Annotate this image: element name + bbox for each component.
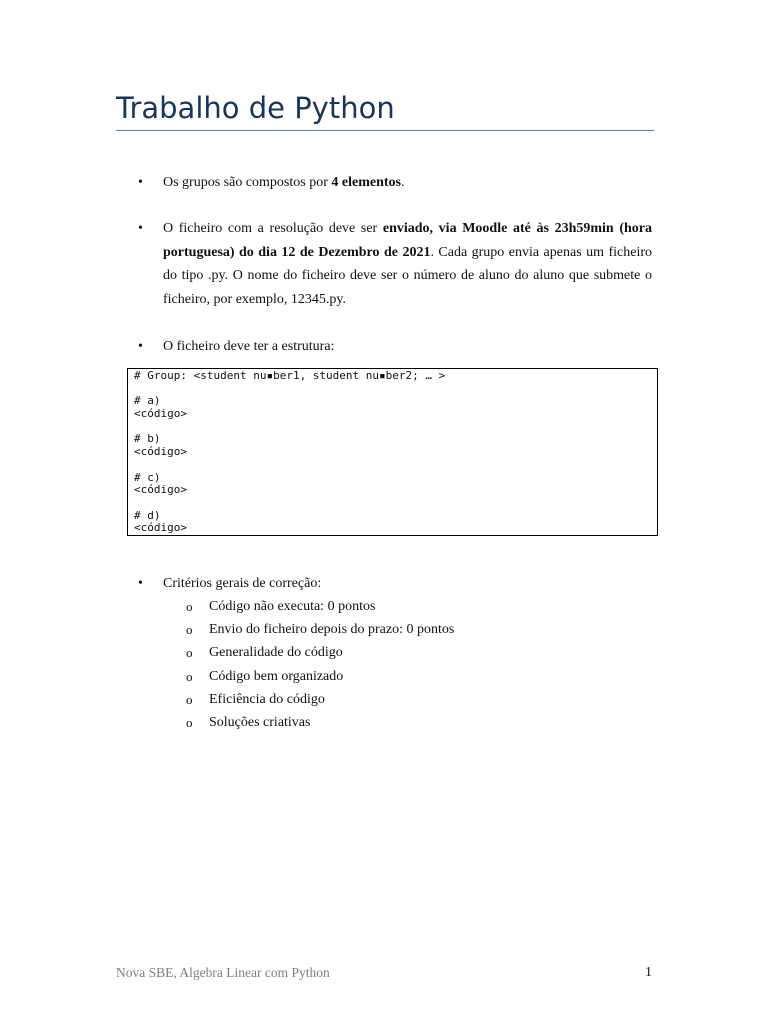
submission-text: O ficheiro com a resolução deve ser: [163, 221, 383, 236]
code-line: # Group: <student nu▪ber1, student nu▪ber2; … >: [134, 369, 446, 382]
submission-text: ficheiro, por exemplo, 12345.py.: [163, 291, 346, 307]
bullet-marker: •: [138, 339, 143, 354]
groups-suffix: .: [400, 175, 405, 190]
code-line: <código>: [134, 407, 187, 421]
code-line: # b): [134, 432, 161, 446]
sub-bullet-marker: o: [186, 715, 193, 730]
code-line: # d): [134, 508, 161, 522]
criteria-heading: Critérios gerais de correção:: [163, 576, 322, 591]
submission-deadline-cont: portuguesa) do dia 12 de Dezembro de 2021: [163, 244, 431, 260]
code-line: [134, 383, 651, 396]
submission-text: do tipo .py. O nome do ficheiro deve ser o número de aluno do aluno que submete o: [163, 268, 652, 283]
page-number: 1: [645, 965, 652, 980]
code-line: <código>: [134, 483, 187, 497]
sub-bullet-marker: o: [186, 622, 193, 637]
bullet-marker: •: [138, 221, 143, 236]
criteria-item: Código bem organizado: [209, 669, 344, 684]
bullet-marker: •: [138, 576, 143, 591]
submission-paragraph: [163, 217, 652, 311]
code-line: [134, 459, 651, 472]
code-line: # c): [134, 470, 161, 484]
criteria-item: Eficiência do código: [209, 692, 325, 707]
title-underline: [116, 130, 654, 131]
groups-paragraph: [163, 171, 652, 195]
structure-paragraph: O ficheiro deve ter a estrutura:: [163, 339, 335, 354]
criteria-item: Envio do ficheiro depois do prazo: 0 pontos: [209, 622, 455, 637]
code-line: [134, 421, 651, 434]
code-structure-box: [127, 368, 658, 536]
groups-text: Os grupos são compostos por: [163, 175, 332, 190]
sub-bullet-marker: o: [186, 692, 193, 707]
groups-count: 4 elementos: [331, 175, 401, 190]
criteria-item: Generalidade do código: [209, 645, 343, 660]
sub-bullet-marker: o: [186, 645, 193, 660]
sub-bullet-marker: o: [186, 599, 193, 614]
code-line: <código>: [134, 445, 187, 459]
bullet-marker: •: [138, 175, 143, 190]
code-line: # a): [134, 394, 161, 408]
sub-bullet-marker: o: [186, 669, 193, 684]
criteria-item: Código não executa: 0 pontos: [209, 599, 376, 614]
page-title: Trabalho de Python: [116, 91, 395, 125]
submission-deadline: enviado, via Moodle até às 23h59min (hora: [382, 221, 652, 236]
footer-text: Nova SBE, Algebra Linear com Python: [116, 965, 330, 980]
criteria-item: Soluções criativas: [209, 715, 311, 730]
code-line: [134, 497, 651, 510]
code-line: <código>: [134, 521, 187, 535]
submission-text: . Cada grupo envia apenas um ficheiro: [430, 244, 652, 260]
